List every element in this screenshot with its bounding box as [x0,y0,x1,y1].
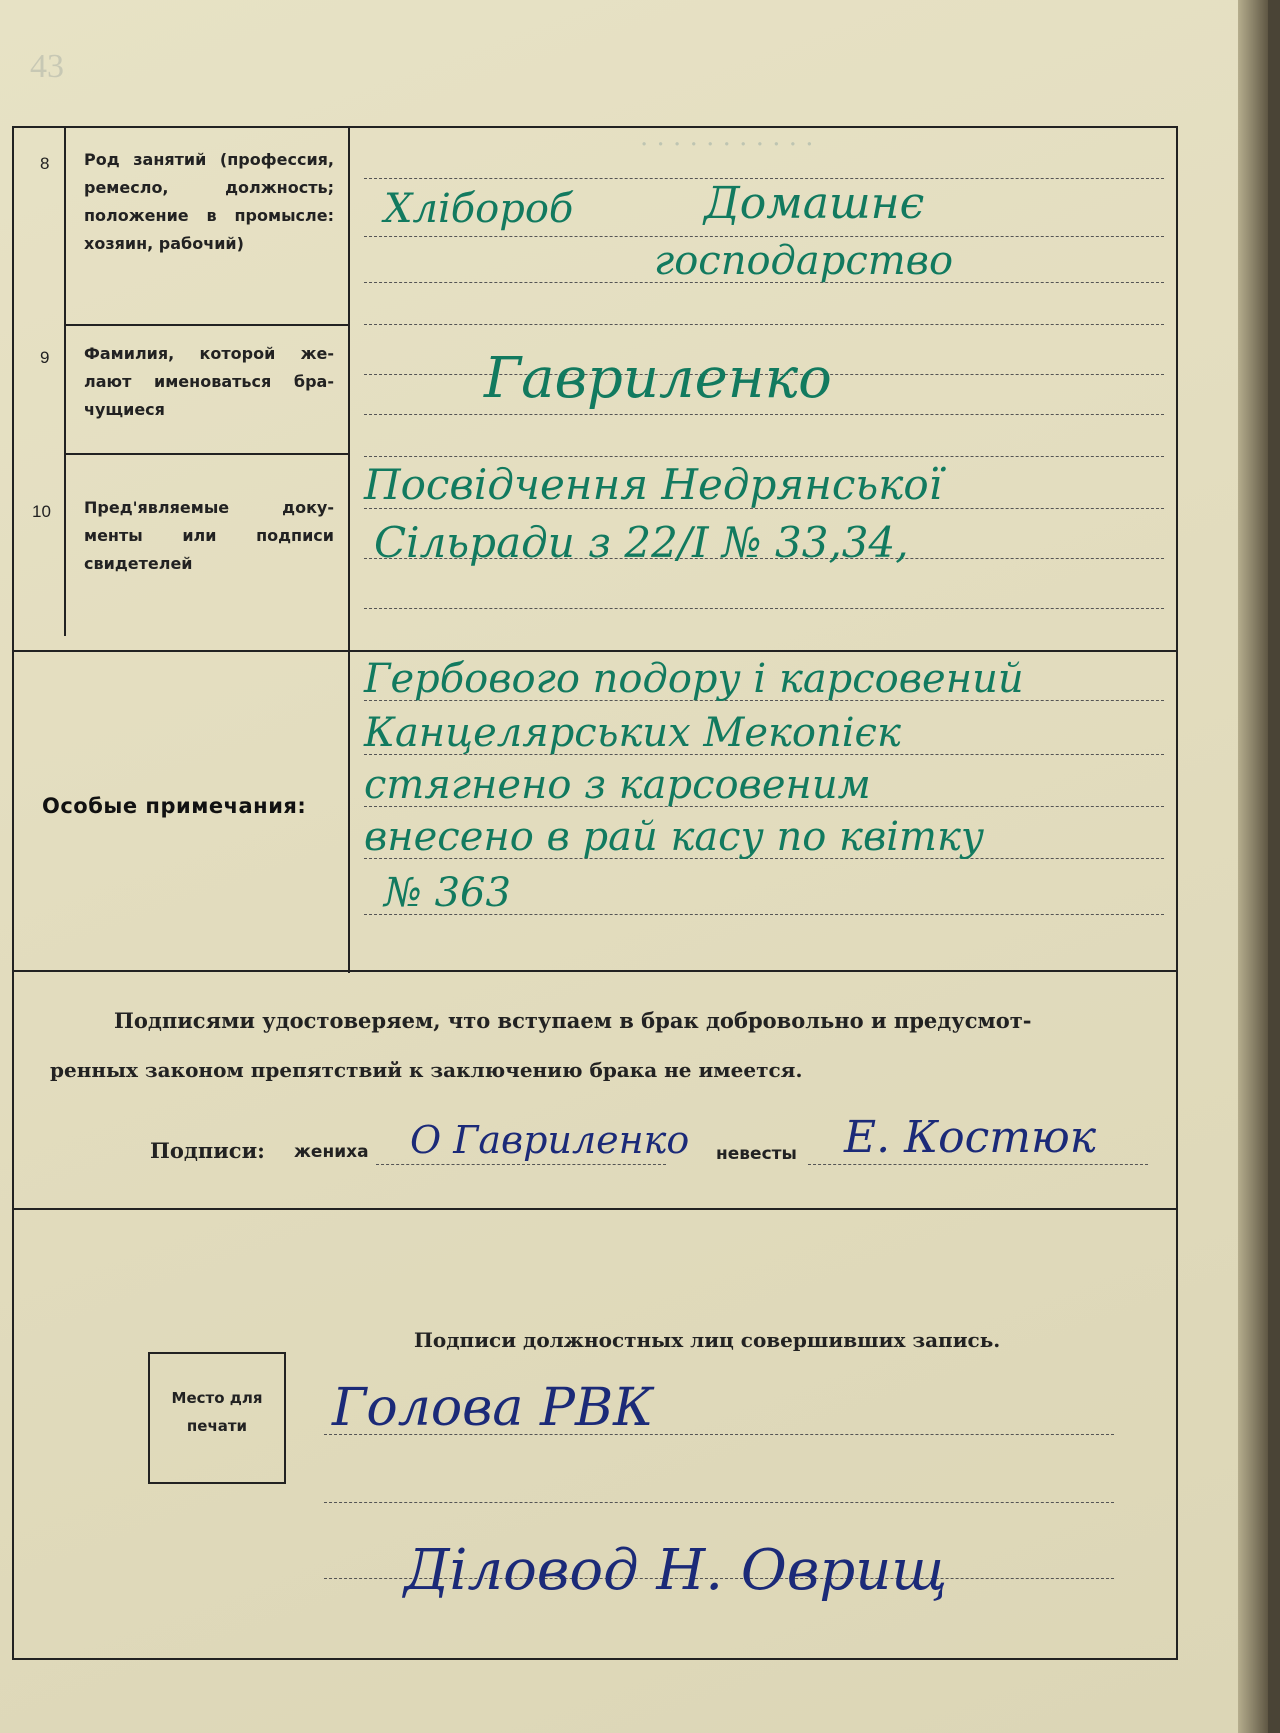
row-number-8: 8 [40,154,50,173]
occupation-entry-3: господарство [654,238,954,284]
writing-line [364,414,1164,415]
row-label-surname: Фамилия, которой желают именоваться брачущиеся [84,344,334,419]
notes-bottom-rule [14,970,1176,972]
bride-signature: Е. Костюк [844,1112,1097,1163]
writing-line [364,456,1164,457]
special-notes-label: Особые примечания: [42,794,307,818]
note-line-5: № 363 [384,870,511,916]
occupation-entry-2: Домашнє [704,178,925,229]
documents-entry-1: Посвідчення Недрянської [364,460,943,509]
occupation-entry-1: Хлібороб [384,186,574,232]
bride-label: невесты [716,1144,797,1164]
note-line-3: стягнено з карсовеним [364,762,871,808]
official-signature-2: Діловод Н. Оврищ [404,1538,948,1603]
official-line-2 [324,1502,1114,1503]
writing-line [364,236,1164,237]
note-line-2: Канцелярських Мекопієк [364,710,901,756]
binding-spine [1238,0,1268,1733]
groom-signature: О Гавриленко [410,1118,690,1162]
statement-bottom-rule [14,1208,1176,1210]
row-number-9: 9 [40,348,50,367]
signatures-label: Подписи: [150,1138,265,1163]
row-number-10: 10 [32,502,51,521]
number-column-divider [64,128,66,636]
page-number: 43 [30,48,64,85]
groom-label: жениха [294,1142,369,1162]
label-column-divider [348,128,350,973]
row-label-occupation: Род занятий (профессия, ремесло, должность; положение в промысле: хозяин, рабочий) [84,150,334,253]
bleed-through-text: · · · · · · · · · · · [640,130,814,160]
groom-signature-line [376,1164,666,1165]
officials-title: Подписи должностных лиц совершивших запись. [414,1328,1001,1352]
official-signature-1: Голова РВК [332,1378,654,1438]
note-line-1: Гербового подору і карсовений [364,656,1024,702]
writing-line [364,608,1164,609]
row-divider-8 [64,324,348,326]
seal-placeholder-box: Место для печати [148,1352,286,1484]
row-divider-9 [64,453,348,455]
row-label-documents: Пред'являемые документы или подписи свидетелей [84,498,334,573]
chosen-surname-entry: Гавриленко [484,346,832,411]
note-line-4: внесено в рай касу по квітку [364,814,985,860]
statement-line-1: Подписями удостоверяем, что вступаем в брак добровольно и предусмот- [114,1008,1032,1033]
documents-entry-2: Сільради з 22/I № 33,34, [374,518,909,567]
writing-line [364,324,1164,325]
statement-line-2: ренных законом препятствий к заключению брака не имеется. [50,1058,803,1082]
notes-top-rule [14,650,1176,652]
bride-signature-line [808,1164,1148,1165]
